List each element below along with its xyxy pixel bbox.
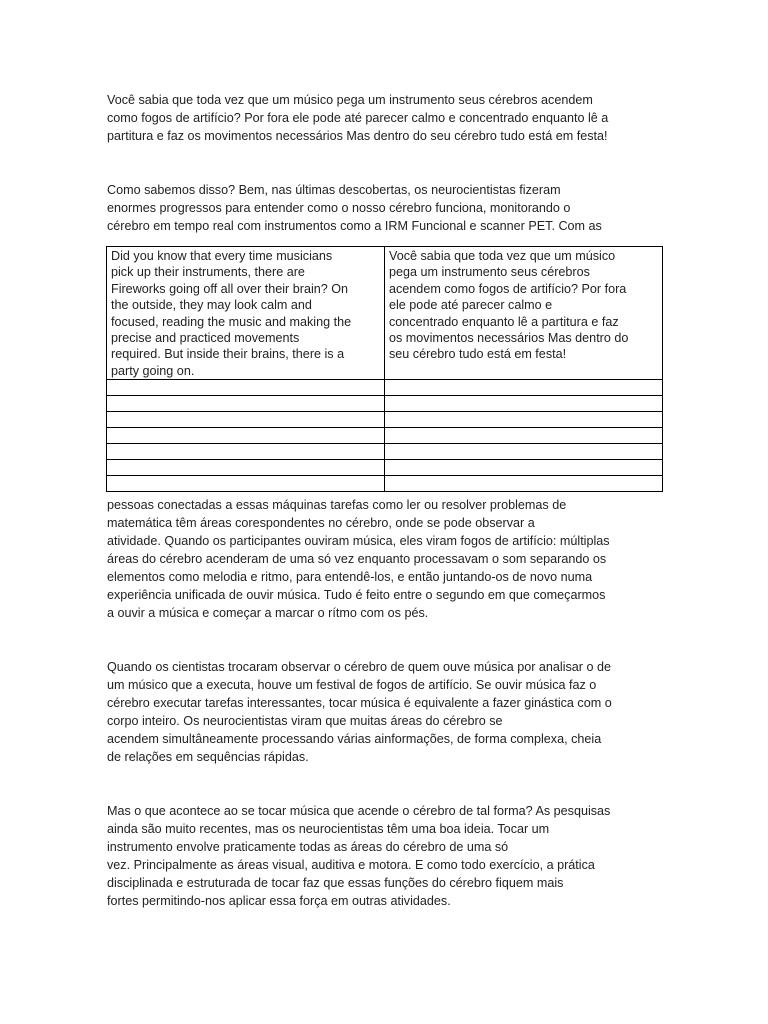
text-line: experiência unificada de ouvir música. Tudo é feito entre o segundo em que começarmos xyxy=(107,588,606,602)
cell-line: party going on. xyxy=(111,363,195,378)
text-line: como fogos de artifício? Por fora ele pode até parecer calmo e concentrado enquanto lê a xyxy=(107,111,609,125)
empty-cell xyxy=(107,460,385,476)
empty-cell xyxy=(107,396,385,412)
text-line: fortes permitindo-nos aplicar essa força em outras atividades. xyxy=(107,894,451,908)
table-row xyxy=(107,247,663,380)
text-line: um músico que a executa, houve um festival de fogos de artifício. Se ouvir música faz o xyxy=(107,678,597,692)
paragraph-3 xyxy=(107,496,667,622)
text-line: instrumento envolve praticamente todas as áreas do cérebro de uma só xyxy=(107,840,509,854)
cell-line: precise and practiced movements xyxy=(111,331,300,346)
text-line: Como sabemos disso? Bem, nas últimas descobertas, os neurocientistas fizeram xyxy=(107,183,561,197)
text-line: disciplinada e estruturada de tocar faz que essas funções do cérebro fiquem mais xyxy=(107,876,564,890)
text-line: a ouvir a música e começar a marcar o rítmo com os pés. xyxy=(107,606,429,620)
empty-cell xyxy=(385,444,663,460)
paragraph-4 xyxy=(107,658,667,766)
text-line: de relações em sequências rápidas. xyxy=(107,750,309,764)
empty-cell xyxy=(385,428,663,444)
text-line: vez. Principalmente as áreas visual, auditiva e motora. E como todo exercício, a prática xyxy=(107,858,595,872)
text-line: corpo inteiro. Os neurocientistas viram que muitas áreas do cérebro se xyxy=(107,714,503,728)
cell-line: ele pode até parecer calmo e xyxy=(389,298,553,313)
paragraph-2 xyxy=(107,181,667,235)
text-line: matemática têm áreas corespondentes no cérebro, onde se pode observar a xyxy=(107,516,535,530)
text-line: acendem simultâneamente processando várias ainformações, de forma complexa, cheia xyxy=(107,732,602,746)
cell-line: pick up their instruments, there are xyxy=(111,265,305,280)
cell-line: acendem como fogos de artifício? Por fora xyxy=(389,281,627,296)
paragraph-5 xyxy=(107,802,667,910)
text-line: Quando os cientistas trocaram observar o cérebro de quem ouve música por analisar o de xyxy=(107,660,612,674)
empty-cell xyxy=(385,476,663,492)
cell-line: os movimentos necessários Mas dentro do xyxy=(389,331,629,346)
cell-line: seu cérebro tudo está em festa! xyxy=(389,347,567,362)
cell-line: focused, reading the music and making the xyxy=(111,314,352,329)
cell-line: the outside, they may look calm and xyxy=(111,298,312,313)
paragraph-1 xyxy=(107,91,667,145)
text-line: atividade. Quando os participantes ouviram música, eles viram fogos de artifício: múltiplas xyxy=(107,534,610,548)
cell-line: Fireworks going off all over their brain? On xyxy=(111,281,349,296)
cell-line: concentrado enquanto lê a partitura e faz xyxy=(389,314,619,329)
empty-cell xyxy=(385,396,663,412)
cell-line: Você sabia que toda vez que um músico xyxy=(389,249,616,263)
text-line: pessoas conectadas a essas máquinas tarefas como ler ou resolver problemas de xyxy=(107,498,567,512)
empty-cell xyxy=(107,428,385,444)
empty-cell xyxy=(385,412,663,428)
portuguese-cell xyxy=(385,247,663,380)
text-line: Mas o que acontece ao se tocar música que acende o cérebro de tal forma? As pesquisas xyxy=(107,804,611,818)
table-row xyxy=(107,460,663,476)
table-row xyxy=(107,412,663,428)
text-line: áreas do cérebro acenderam de uma só vez enquanto processavam o som separando os xyxy=(107,552,607,566)
empty-cell xyxy=(107,380,385,396)
english-cell xyxy=(107,247,385,380)
empty-cell xyxy=(107,476,385,492)
table-row xyxy=(107,444,663,460)
empty-cell xyxy=(107,412,385,428)
text-line: cérebro em tempo real com instrumentos como a IRM Funcional e scanner PET. Com as xyxy=(107,219,602,233)
text-line: elementos como melodia e ritmo, para entendê-los, e então juntando-os de novo numa xyxy=(107,570,593,584)
table-row xyxy=(107,476,663,492)
cell-line: Did you know that every time musicians xyxy=(111,249,333,263)
empty-cell xyxy=(107,444,385,460)
translation-table xyxy=(106,246,663,492)
table-row xyxy=(107,396,663,412)
text-line: ainda são muito recentes, mas os neurocientistas têm uma boa ideia. Tocar um xyxy=(107,822,550,836)
cell-line: required. But inside their brains, there is a xyxy=(111,347,345,362)
text-line: Você sabia que toda vez que um músico pega um instrumento seus cérebros acendem xyxy=(107,93,593,107)
empty-cell xyxy=(385,460,663,476)
cell-line: pega um instrumento seus cérebros xyxy=(389,265,590,280)
table-row xyxy=(107,428,663,444)
text-line: enormes progressos para entender como o nosso cérebro funciona, monitorando o xyxy=(107,201,571,215)
empty-cell xyxy=(385,380,663,396)
text-line: partitura e faz os movimentos necessários Mas dentro do seu cérebro tudo está em festa! xyxy=(107,129,608,143)
table-row xyxy=(107,380,663,396)
text-line: cérebro executar tarefas interessantes, tocar música é equivalente a fazer ginástica com o xyxy=(107,696,612,710)
